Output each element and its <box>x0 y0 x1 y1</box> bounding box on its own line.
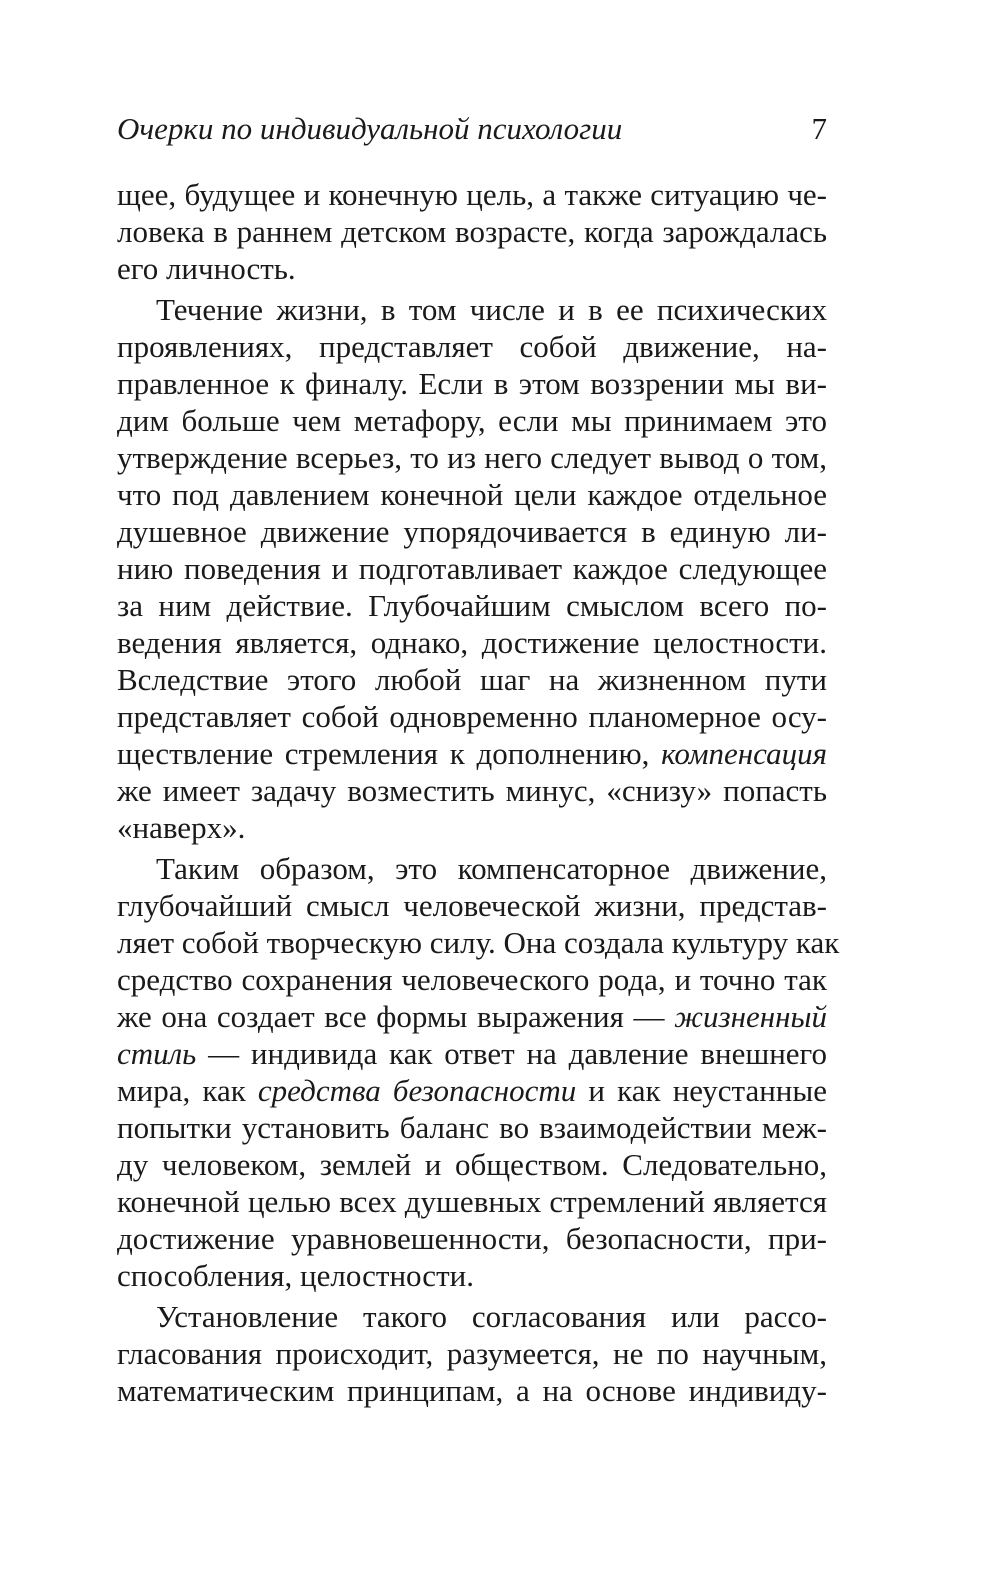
italic-term: жизненный <box>674 999 827 1034</box>
text-line <box>117 735 827 772</box>
text-segment: — индивида как ответ на давление внешнего <box>196 1036 827 1071</box>
running-head <box>117 107 827 151</box>
running-title: Очерки по индивидуальной психологии <box>117 111 623 146</box>
text-line: что под давлением конечной цели каждое отдельное <box>117 477 827 512</box>
italic-term: стиль <box>117 1036 197 1071</box>
text-line: Вследствие этого любой шаг на жизненном пути <box>117 662 827 697</box>
text-segment: же она создает все формы выражения — <box>117 999 675 1034</box>
text-line: нию поведения и подготавливает каждое следующее <box>117 551 827 586</box>
paragraph-2 <box>117 291 827 846</box>
text-line: же имеет задачу возместить минус, «снизу» попасть <box>117 773 827 808</box>
text-line: гласования происходит, разумеется, не по научным, <box>117 1336 827 1371</box>
text-line <box>117 1072 827 1109</box>
text-line: утверждение всерьез, то из него следует вывод о том, <box>117 440 827 475</box>
paragraph-1 <box>117 176 827 287</box>
text-line: глубочайший смысл человеческой жизни, представ- <box>117 888 827 923</box>
text-segment: и как неустанные <box>576 1073 827 1108</box>
text-line: Установление такого согласования или рассо- <box>156 1299 827 1334</box>
text-line: Таким образом, это компенсаторное движение, <box>156 851 827 886</box>
text-line: способления, целостности. <box>117 1258 474 1293</box>
text-line: попытки установить баланс во взаимодействии меж- <box>117 1110 827 1145</box>
text-line: щее, будущее и конечную цель, а также ситуацию че- <box>117 177 827 212</box>
text-line: проявлениях, представляет собой движение, на- <box>117 329 827 364</box>
text-line: правленное к финалу. Если в этом воззрении мы ви- <box>117 366 827 401</box>
text-line: средство сохранения человеческого рода, и точно так <box>117 962 827 997</box>
text-line: ловека в раннем детском возрасте, когда зарождалась <box>117 214 827 249</box>
text-line: конечной целью всех душевных стремлений является <box>117 1184 827 1219</box>
body-text <box>117 176 840 1409</box>
text-line: ляет собой творческую силу. Она создала культуру как <box>117 925 840 960</box>
text-line: «наверх». <box>117 810 246 845</box>
paragraph-4 <box>117 1298 827 1409</box>
paragraph-3 <box>117 850 840 1294</box>
text-line: достижение уравновешенности, безопасности, при- <box>117 1221 827 1256</box>
text-line: ведения является, однако, достижение целостности. <box>117 625 827 660</box>
text-line: Течение жизни, в том числе и в ее психических <box>156 292 827 327</box>
text-segment: ществление стремления к дополнению, <box>117 736 662 771</box>
text-line: математическим принципам, а на основе индивиду- <box>117 1373 827 1408</box>
italic-term: компенсация <box>661 736 827 771</box>
text-line: его личность. <box>117 251 296 286</box>
text-line: за ним действие. Глубочайшим смыслом всего по- <box>117 588 827 623</box>
page-number: 7 <box>811 111 827 146</box>
text-line: дим больше чем метафору, если мы принимаем это <box>117 403 827 438</box>
text-line: душевное движение упорядочивается в единую ли- <box>117 514 827 549</box>
text-line: представляет собой одновременно планомерное осу- <box>117 699 827 734</box>
text-line <box>117 998 827 1035</box>
italic-term: средства безопасности <box>257 1073 577 1108</box>
text-line <box>117 1035 827 1072</box>
text-segment: мира, как <box>117 1073 258 1108</box>
text-line: ду человеком, землей и обществом. Следовательно, <box>117 1147 827 1182</box>
